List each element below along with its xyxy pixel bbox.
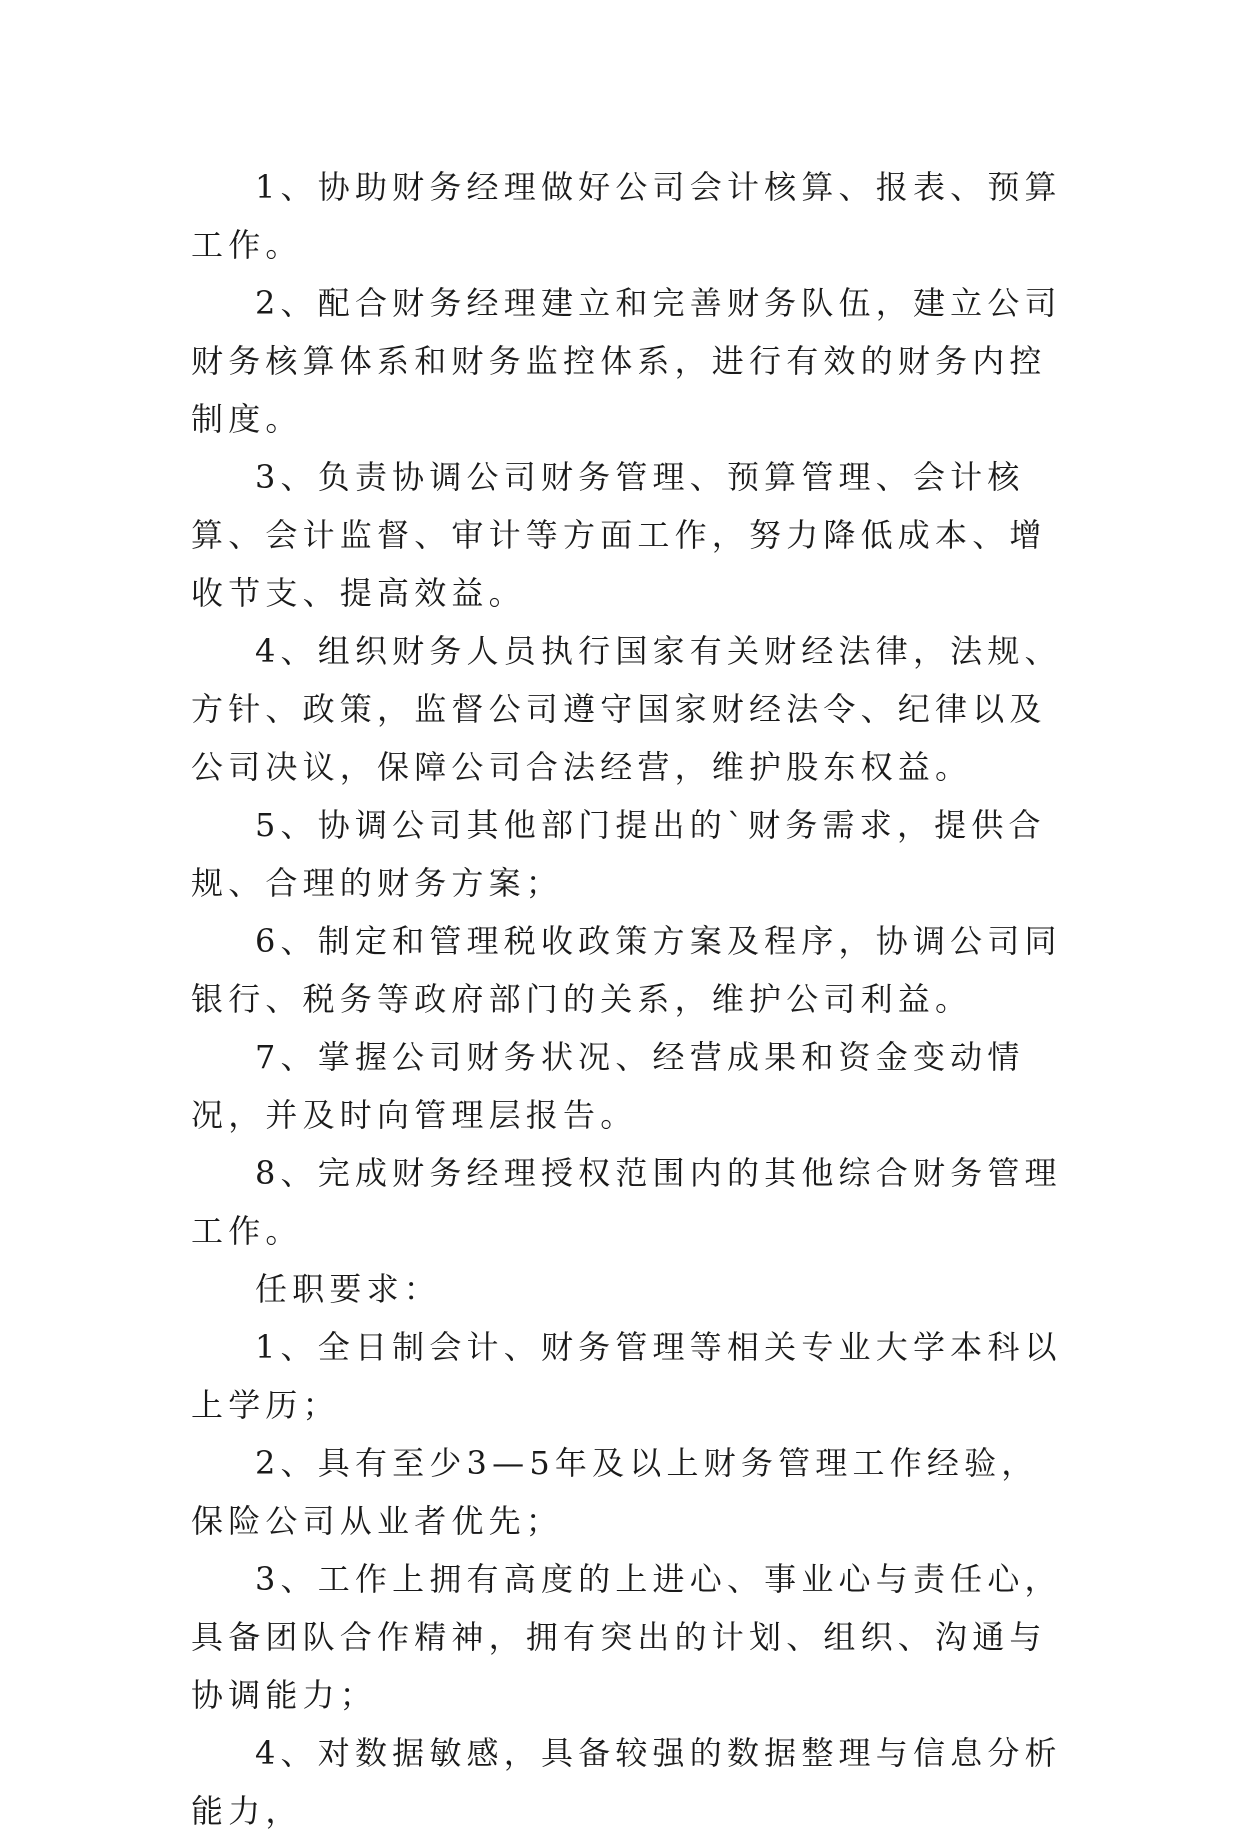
paragraph-requirement-2: 2、具有至少3—5年及以上财务管理工作经验，保险公司从业者优先； xyxy=(191,1444,1039,1540)
paragraph-requirement-3: 3、工作上拥有高度的上进心、事业心与责任心，具备团队合作精神，拥有突出的计划、组织、沟通与协调能力； xyxy=(191,1560,1062,1714)
paragraph-duty-8: 8、完成财务经理授权范围内的其他综合财务管理工作。 xyxy=(191,1154,1062,1250)
paragraph-duty-7: 7、掌握公司财务状况、经营成果和资金变动情况，并及时向管理层报告。 xyxy=(191,1038,1025,1134)
paragraph-duty-1: 1、协助财务经理做好公司会计核算、报表、预算工作。 xyxy=(191,168,1062,264)
paragraph-requirement-4: 4、对数据敏感，具备较强的数据整理与信息分析能力， xyxy=(191,1734,1062,1830)
paragraph-duty-3: 3、负责协调公司财务管理、预算管理、会计核算、会计监督、审计等方面工作，努力降低成本、增收节支、提高效益。 xyxy=(191,458,1047,612)
paragraph-duty-2: 2、配合财务经理建立和完善财务队伍，建立公司财务核算体系和财务监控体系，进行有效的财务内控制度。 xyxy=(191,284,1062,438)
document-body xyxy=(191,158,1071,1840)
paragraph-duty-6: 6、制定和管理税收政策方案及程序，协调公司同银行、税务等政府部门的关系，维护公司利益。 xyxy=(191,922,1062,1018)
paragraph-requirement-1: 1、全日制会计、财务管理等相关专业大学本科以上学历； xyxy=(191,1328,1062,1424)
paragraph-duty-4: 4、组织财务人员执行国家有关财经法律，法规、方针、政策，监督公司遵守国家财经法令、纪律以及公司决议，保障公司合法经营，维护股东权益。 xyxy=(191,632,1062,786)
paragraph-duty-5: 5、协调公司其他部门提出的`财务需求，提供合规、合理的财务方案； xyxy=(191,806,1046,902)
requirements-heading: 任职要求： xyxy=(255,1270,442,1308)
